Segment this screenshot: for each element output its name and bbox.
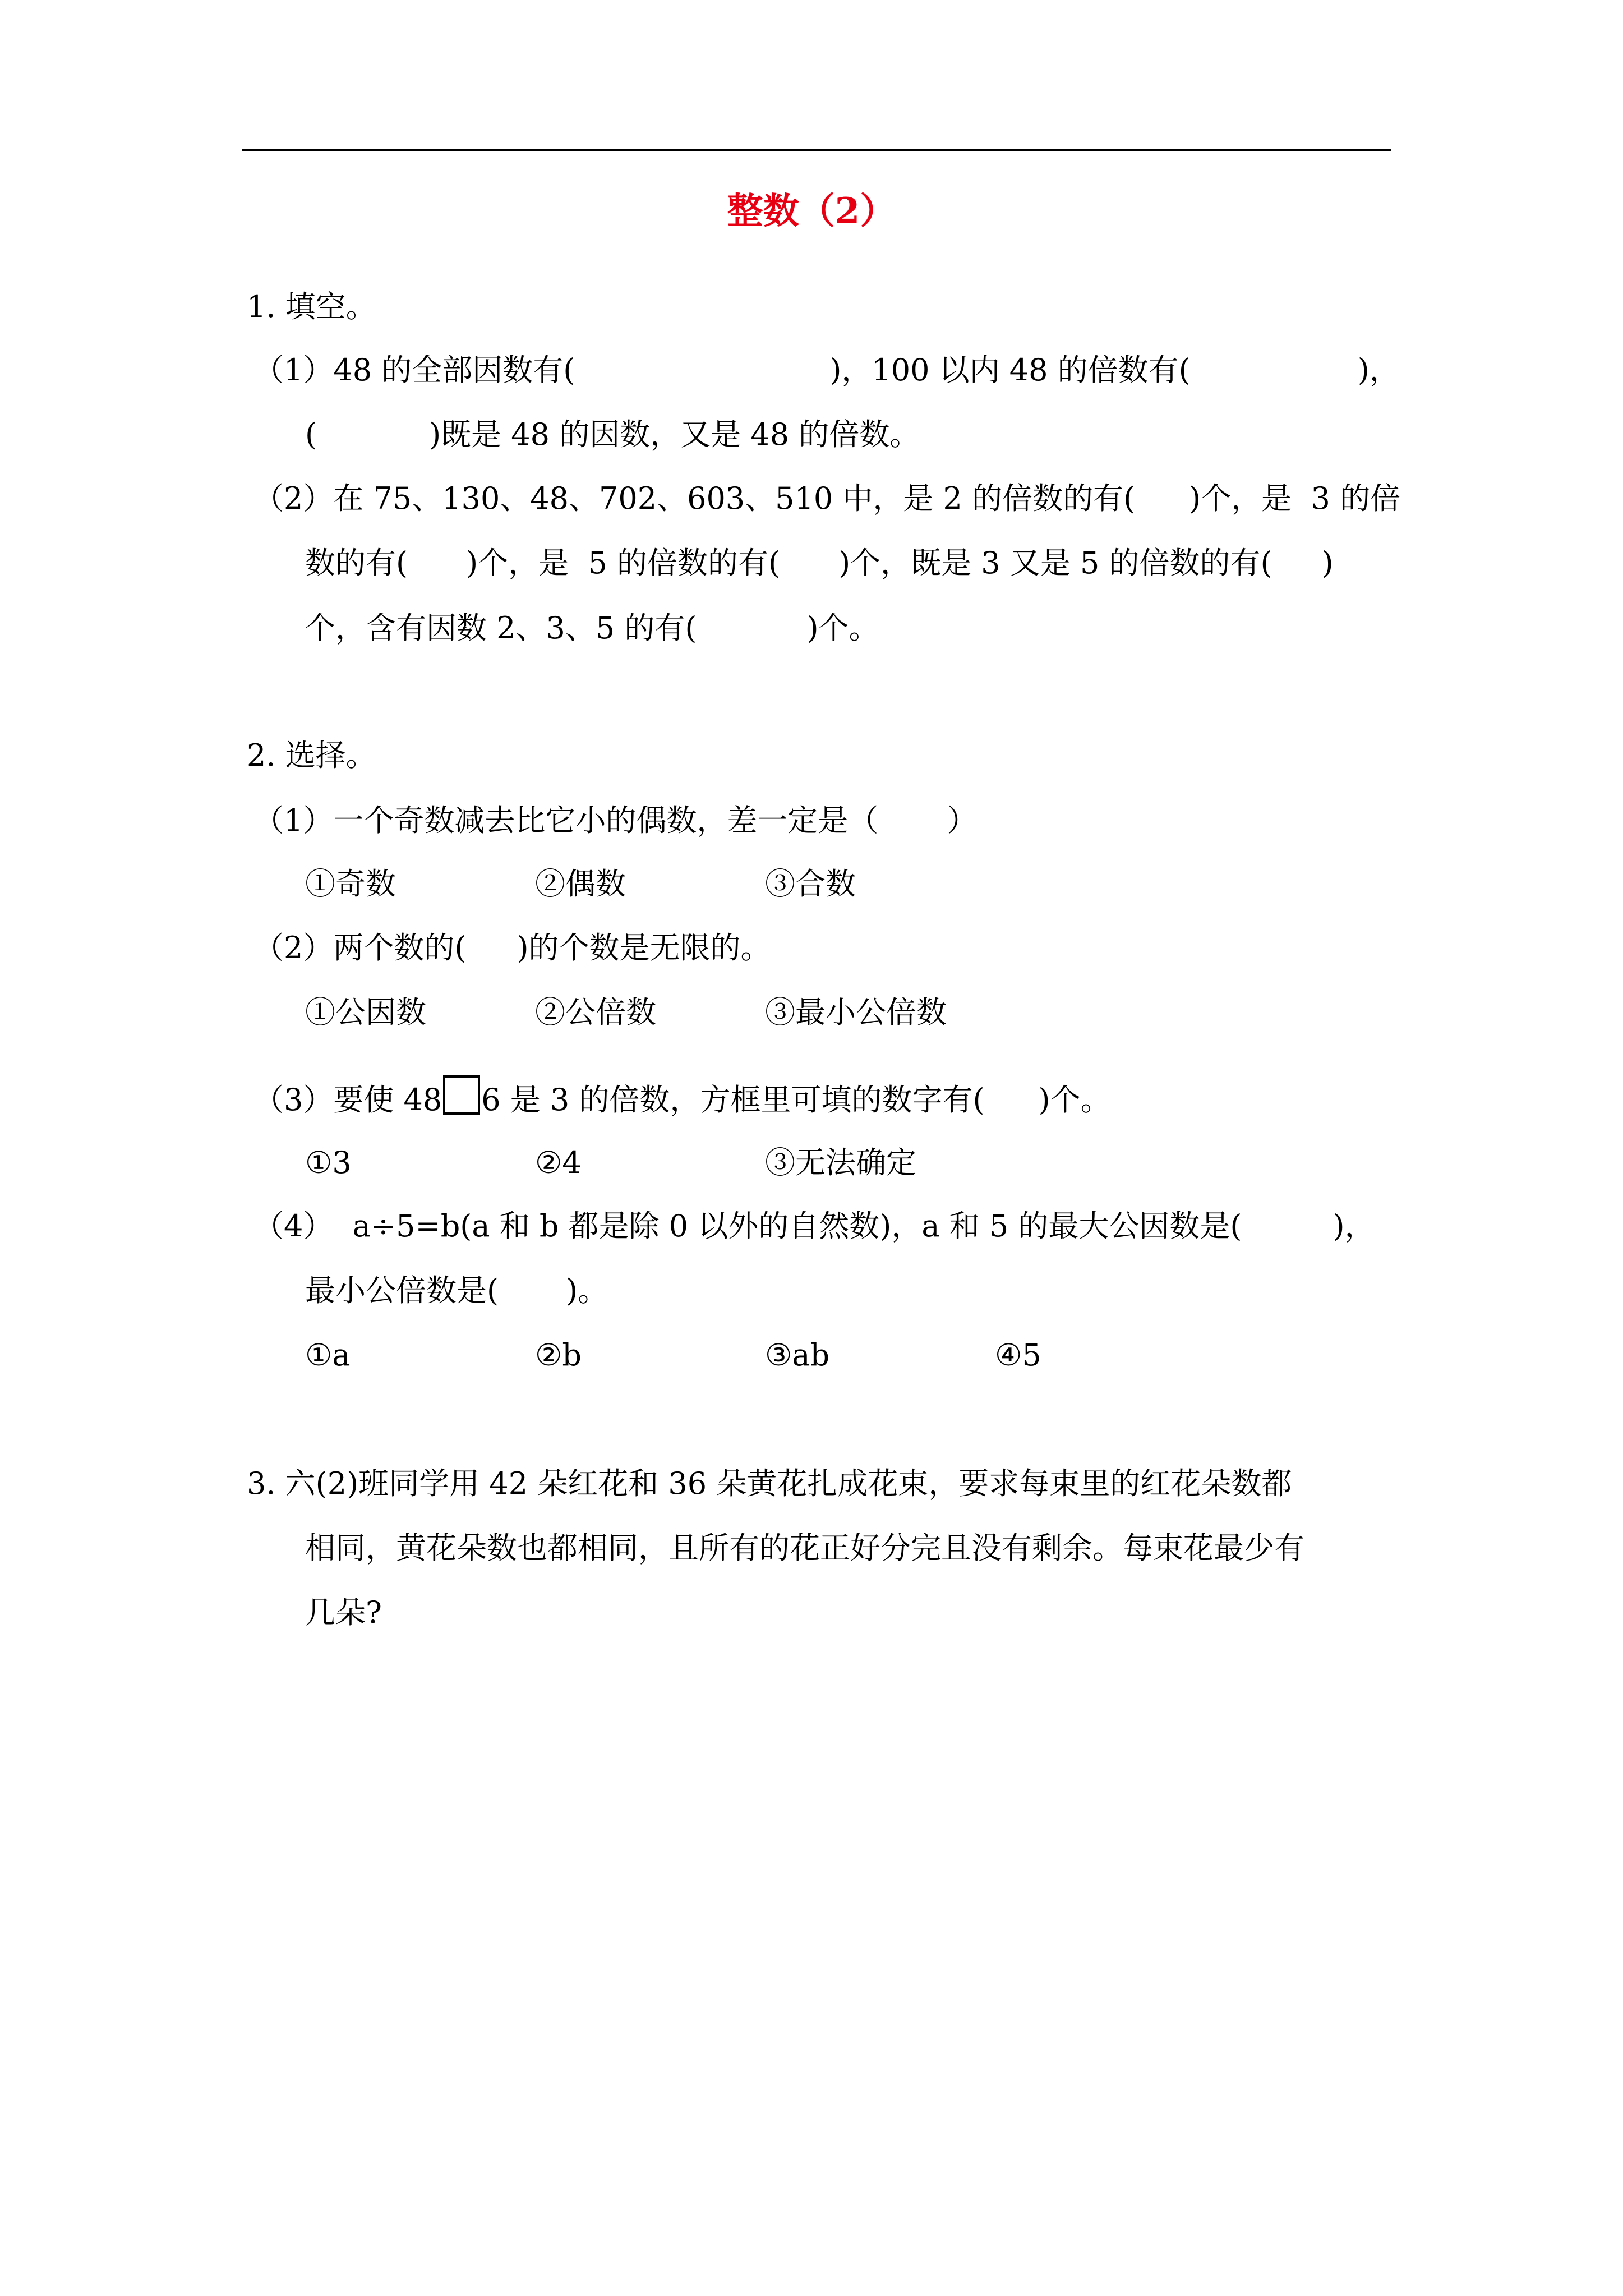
page-title: 整数（2） [727, 190, 896, 232]
q3-line2: 相同，黄花朵数也都相同，且所有的花正好分完且没有剩余。每束花最少有 [305, 1530, 1304, 1566]
q1-p1-text-a: （1）48 的全部因数有( [253, 352, 575, 388]
q1-part2-line1 [253, 481, 1401, 516]
q1-p1-text-e: )既是 48 的因数，又是 48 的倍数。 [429, 417, 920, 452]
q1-p2-text-a: （2）在 75、130、48、702、603、510 中，是 2 的倍数的有( [253, 481, 1136, 516]
q1-p1-text-c: )， [1357, 352, 1400, 388]
q1-p1-text-d: ( [305, 417, 317, 452]
q1-p2-text-e: )个，既是 3 又是 5 的倍数的有( [838, 545, 1272, 581]
q1-p2-text-c: 数的有( [305, 545, 408, 581]
q2-p4-text-b: )， [1332, 1208, 1375, 1244]
q2-p2-text-a: （2）两个数的( [253, 930, 467, 965]
q2-p4-text-a: （4） a÷5=b(a 和 b 都是除 0 以外的自然数)，a 和 5 的最大公因数是( [253, 1208, 1242, 1244]
q2-part3 [253, 1075, 1111, 1115]
q2-p2-option-3: ③最小公倍数 [765, 995, 947, 1030]
q1-p2-text-g: 个，含有因数 2、3、5 的有( [305, 610, 697, 646]
q2-p3-option-3: ③无法确定 [765, 1145, 916, 1180]
q1-p2-text-b: )个，是 3 的倍 [1189, 481, 1401, 516]
q1-p2-text-f: ) [1321, 545, 1334, 581]
q2-part2 [253, 930, 771, 965]
q3-line3: 几朵? [305, 1595, 382, 1630]
q2-part4-line1 [253, 1208, 1375, 1244]
q2-p4-option-2: ②b [535, 1337, 582, 1373]
q2-part4-line2 [305, 1273, 608, 1308]
q1-part2-line3 [305, 610, 879, 646]
q1-part1-line1 [253, 352, 1400, 388]
q1-part2-line2 [305, 545, 1334, 581]
q2-p2-text-b: )的个数是无限的。 [517, 930, 771, 965]
answer-box [443, 1075, 480, 1115]
q2-p1-option-2: ②偶数 [535, 866, 626, 901]
q2-p1-option-1: ①奇数 [305, 866, 396, 901]
q1-p2-text-d: )个，是 5 的倍数的有( [466, 545, 781, 581]
q2-p3-text-c: )个。 [1038, 1082, 1111, 1117]
q2-p3-option-2: ②4 [535, 1145, 582, 1180]
q1-p2-text-h: )个。 [806, 610, 879, 646]
q2-p4-text-d: )。 [566, 1273, 608, 1308]
q2-p1-text-end: ） [947, 803, 978, 838]
header-rule [242, 149, 1391, 151]
q2-heading: 2. 选择。 [247, 738, 376, 773]
q3-line1: 3. 六(2)班同学用 42 朵红花和 36 朵黄花扎成花束，要求每束里的红花朵数都 [247, 1466, 1292, 1501]
q2-part1 [253, 803, 978, 838]
q2-p4-text-c: 最小公倍数是( [305, 1273, 499, 1308]
q2-p4-option-4: ④5 [995, 1337, 1041, 1373]
q2-p1-option-3: ③合数 [765, 866, 856, 901]
q2-p1-text: （1）一个奇数减去比它小的偶数，差一定是（ [253, 803, 879, 838]
q1-p1-text-b: )，100 以内 48 的倍数有( [829, 352, 1191, 388]
q2-p3-option-1: ①3 [305, 1145, 352, 1180]
q1-heading: 1. 填空。 [247, 289, 376, 324]
q2-p2-option-2: ②公倍数 [535, 995, 656, 1030]
q2-p4-option-3: ③ab [765, 1337, 830, 1373]
q2-p4-option-1: ①a [305, 1337, 351, 1373]
q2-p3-text-a: （3）要使 48 [253, 1082, 442, 1117]
q2-p3-text-b: 6 是 3 的倍数，方框里可填的数字有( [481, 1082, 985, 1117]
q2-p2-option-1: ①公因数 [305, 995, 426, 1030]
q1-part1-line2 [305, 417, 920, 452]
